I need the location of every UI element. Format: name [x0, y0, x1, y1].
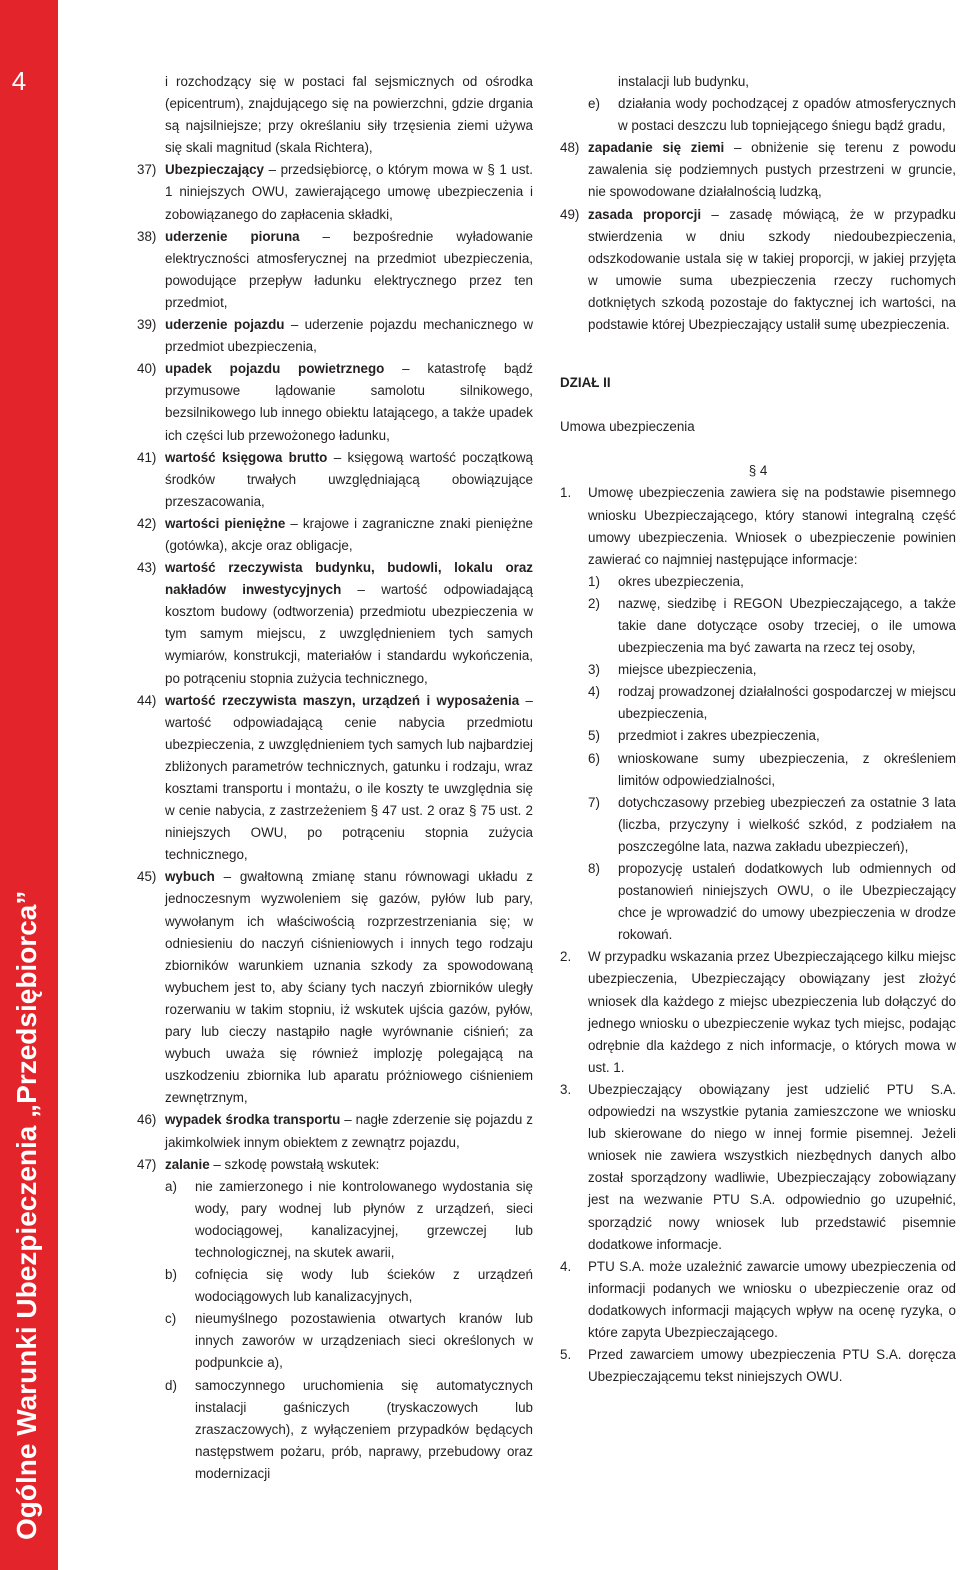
sub-item-text: samoczynnego uruchomienia się automatycznych instalacji gaśniczych (tryskaczowych lub zraszaczowych), z wyłączeniem przypadków będących następstwem pożaru, prób, naprawy, przebudowy oraz modernizacji	[195, 1377, 533, 1481]
definition-item	[137, 1154, 533, 1176]
definition-term: wartości pieniężne	[165, 515, 286, 531]
document-title-vertical: Ogólne Warunki Ubezpieczenia „Przedsiębiorca”	[11, 890, 42, 1540]
list-item-number: 3)	[588, 662, 600, 678]
paragraph-number: 1.	[560, 485, 572, 501]
numbered-paragraph	[560, 482, 956, 570]
definition-term: upadek pojazdu powietrznego	[165, 361, 385, 377]
sub-item-letter: a)	[165, 1178, 177, 1194]
definition-text: – wartość odpowiadającą cenie nabycia przedmiotu ubezpieczenia, z uwzględnieniem tych samych lub najbardziej zbliżonych parametrów technicznych, gatunku i rodzaju, wraz kosztami transportu i montażu, o ile koszty te uwzględnia się w cenie nabycia, z zastrzeżeniem § 47 ust. 2 oraz § 75 ust. 2 niniejszych OWU, po potrąceniu stopnia zużycia technicznego,	[165, 692, 533, 863]
definition-text: – krajowe i zagraniczne znaki pieniężne (gotówka), akcje oraz obligacje,	[165, 515, 533, 553]
numbered-paragraph	[560, 946, 956, 1079]
paragraph-sign: § 4	[748, 463, 768, 479]
list-item	[588, 725, 956, 747]
right-column	[560, 71, 956, 1388]
list-item-number: 4)	[588, 684, 600, 700]
list-item-number: 8)	[588, 861, 600, 876]
definition-term: uderzenie pojazdu	[165, 317, 285, 333]
definition-text: – gwałtowną zmianę stanu równowagi układu z jednoczesnym wyzwoleniem się gazów, pyłów lub pary, wywołanym ich właściwością rozprzestrzeniania się; w odniesieniu do naczyń ciśnieniowych i innych tego rodzaju zbiorników warunkiem uznania szkody za spowodowaną wybuchem jest to, aby ściany tych naczyń zbiorników uległy rozerwaniu w takim stopniu, iż wskutek ujścia gazów, pyłów, pary lub cieczy nastąpiło nagłe wyrównanie ciśnień; za wybuch uważa się również implozję polegającą na uszkodzeniu zbiornika lub aparatu próżniowego ciśnieniem zewnętrznym,	[165, 869, 533, 1106]
definition-term: wybuch	[165, 869, 215, 885]
list-item-number: 2)	[588, 595, 600, 611]
sub-item-letter: c)	[165, 1311, 177, 1327]
numbered-paragraph	[560, 1256, 956, 1344]
item-number: 49)	[560, 206, 580, 222]
definition-text: – przedsiębiorcę, o którym mowa w § 1 ust. 1 niniejszych OWU, zawierającego umowę ubezpieczenia i zobowiązanego do zapłacenia składki,	[165, 162, 533, 222]
definition-text: – nagłe zderzenie się pojazdu z jakimkolwiek innym obiektem z zewnątrz pojazdu,	[165, 1112, 533, 1150]
paragraph-number: 3.	[560, 1081, 572, 1097]
numbered-paragraph	[560, 1079, 956, 1256]
sub-item	[588, 93, 956, 137]
definition-term: zapadanie się ziemi	[588, 140, 725, 156]
definition-term: Ubezpieczający	[165, 162, 264, 178]
definition-term: zasada proporcji	[588, 206, 702, 222]
paragraph-text: W przypadku wskazania przez Ubezpieczającego kilku miejsc ubezpieczenia, Ubezpieczający obowiązany jest złożyć wniosek dla każdego z miejsc ubezpieczenia lub dołączyć do jednego wniosku o ubezpieczenie wykaz tych miejsc, podając odrębnie dla każdego z nich informacje, o których mowa w ust. 1.	[588, 949, 956, 1075]
list-item	[588, 748, 956, 792]
sub-item-text: nieumyślnego pozostawienia otwartych kranów lub innych zaworów w urządzeniach sieci określonych w podpunkcie a),	[195, 1311, 533, 1371]
list-item-text: rodzaj prowadzonej działalności gospodarczej w miejscu ubezpieczenia,	[618, 684, 956, 722]
item-number: 47)	[137, 1156, 157, 1172]
definition-text: – uderzenie pojazdu mechanicznego w przedmiot ubezpieczenia,	[165, 317, 533, 355]
item-number: 43)	[137, 560, 157, 576]
definition-text: – katastrofę bądź przymusowe lądowanie samolotu silnikowego, bezsilnikowego lub innego obiektu latającego, a także upadek ich części lub przewożonego ładunku,	[165, 361, 533, 443]
list-item-number: 6)	[588, 750, 600, 766]
left-column	[137, 71, 533, 1485]
numbered-paragraph	[560, 1344, 956, 1388]
sub-item	[165, 1375, 533, 1485]
definition-term: wartość rzeczywista maszyn, urządzeń i wyposażenia	[165, 692, 520, 708]
list-item-text: okres ubezpieczenia,	[618, 573, 744, 589]
definition-text: – zasadę mówiącą, że w przypadku stwierdzenia w dniu szkody niedoubezpieczenia, odszkodowanie ustala się w takiej proporcji, w jakiej przyjęta w umowie suma ubezpieczenia rzeczy ruchomych dotkniętych szkodą pozostaje do faktycznej ich wartości, na podstawie której Ubezpieczający ustalił sumę ubezpieczenia.	[588, 206, 956, 333]
definition-item	[137, 159, 533, 225]
page-number: 4	[11, 66, 27, 96]
list-item-text: dotychczasowy przebieg ubezpieczeń za ostatnie 3 lata (liczba, przyczyny i wielkość szkód, z podziałem na poszczególne lata, nazwa zakładu ubezpieczeń),	[618, 794, 956, 854]
sidebar-band	[0, 0, 58, 1570]
list-item	[588, 681, 956, 725]
list-item	[588, 593, 956, 659]
item-number: 41)	[137, 449, 157, 465]
item-number: 44)	[137, 692, 157, 708]
section-title: Umowa ubezpieczenia	[560, 419, 695, 435]
list-item-number: 7)	[588, 794, 600, 810]
item-number: 38)	[137, 228, 157, 244]
definition-term: wypadek środka transportu	[165, 1112, 341, 1128]
definition-text: – bezpośrednie wyładowanie elektryczności atmosferycznej na przedmiot ubezpieczenia, powodujące przepływ ładunku elektrycznego przez ten przedmiot,	[165, 228, 533, 310]
item-number: 46)	[137, 1112, 157, 1128]
definition-text: – szkodę powstałą wskutek:	[209, 1156, 380, 1172]
definition-item	[560, 137, 956, 203]
definition-item	[137, 513, 533, 557]
definition-text: – księgową wartość początkową środków trwałych uwzględniającą obowiązujące przeszacowania,	[165, 449, 533, 509]
list-item-text: propozycję ustaleń dodatkowych lub odmiennych od postanowień niniejszych OWU, o ile Ubezpieczający chce je wprowadzić do umowy ubezpieczenia w drodze rokowań.	[618, 861, 956, 943]
definition-term: zalanie	[165, 1156, 210, 1172]
sub-item-text: cofnięcia się wody lub ścieków z urządzeń wodociągowych lub kanalizacyjnych,	[195, 1267, 533, 1305]
item-number: 37)	[137, 162, 157, 178]
sub-item-text: działania wody pochodzącej z opadów atmosferycznych w postaci deszczu lub topniejącego śniegu bądź gradu,	[618, 96, 956, 134]
definition-text: – obniżenie się terenu z powodu zawalenia się podziemnych pustych przestrzeni w gruncie, nie spowodowane działalnością ludzką,	[588, 140, 956, 200]
definition-item	[137, 314, 533, 358]
list-item-text: nazwę, siedzibę i REGON Ubezpieczającego, a także takie dane dotyczące osoby trzeciej, o ile umowa ubezpieczenia ma być zawarta na rzecz tej osoby,	[618, 595, 956, 656]
list-item	[588, 858, 956, 946]
definition-item	[137, 557, 533, 690]
definition-term: wartość księgowa brutto	[165, 449, 328, 465]
paragraph-text: Umowę ubezpieczenia zawiera się na podstawie pisemnego wniosku Ubezpieczającego, który stanowi integralną część umowy ubezpieczenia. Wniosek o ubezpieczenie powinien zawierać co najmniej następujące informacje:	[588, 485, 956, 567]
section-label: DZIAŁ II	[560, 375, 611, 391]
sub-item-letter: d)	[165, 1377, 177, 1393]
definition-item	[137, 690, 533, 867]
list-item-text: wnioskowane sumy ubezpieczenia, z określeniem limitów odpowiedzialności,	[618, 750, 956, 788]
paragraph-text: Przed zawarciem umowy ubezpieczenia PTU S.A. doręcza Ubezpieczającemu tekst niniejszych OWU.	[588, 1347, 956, 1385]
sub-item	[165, 1308, 533, 1374]
list-item	[588, 571, 956, 593]
list-item-text: miejsce ubezpieczenia,	[618, 662, 757, 678]
paragraph-text: Ubezpieczający obowiązany jest udzielić PTU S.A. odpowiedzi na wszystkie pytania zamieszczone we wniosku lub skierowane do niego w innej formie pisemnej. Jeżeli wniosek nie zawiera wszystkich niezbędnych danych albo został sporządzony wadliwie, Ubezpieczający zobowiązany jest na wezwanie PTU S.A. odpowiednio go uzupełnić, sporządzić nowy wniosek lub przedstawić pisemnie dodatkowe informacje.	[588, 1081, 956, 1252]
list-item-number: 1)	[588, 573, 600, 589]
definition-term: wartość rzeczywista budynku, budowli, lokalu oraz nakładów inwestycyjnych	[165, 560, 533, 598]
list-item-text: przedmiot i zakres ubezpieczenia,	[618, 728, 820, 744]
list-item-number: 5)	[588, 728, 600, 744]
sub-item	[165, 1264, 533, 1308]
sub-item-text: nie zamierzonego i nie kontrolowanego wydostania się wody, pary wodnej lub płynów z urządzeń, sieci wodociągowej, kanalizacyjnej, grzewczej lub technologicznej, na skutek awarii,	[195, 1178, 533, 1260]
definition-text: – wartość odpowiadającą kosztom budowy (odtworzenia) przedmiotu ubezpieczenia w tym samym miejscu, z uwzględnieniem tych samych wymiarów, konstrukcji, materiałów i standardu wykończenia, po potrąceniu stopnia zużycia technicznego,	[165, 582, 533, 686]
item-number: 39)	[137, 317, 157, 333]
item-number: 45)	[137, 869, 157, 885]
list-item	[588, 792, 956, 858]
paragraph-number: 5.	[560, 1347, 572, 1363]
item-number: 48)	[560, 140, 580, 156]
definition-item	[560, 204, 956, 337]
paragraph-number: 2.	[560, 949, 572, 965]
definition-term: uderzenie pioruna	[165, 228, 300, 244]
item-number: 40)	[137, 361, 157, 377]
continued-paragraph: i rozchodzący się w postaci fal sejsmicznych od ośrodka (epicentrum), znajdującego się na powierzchni, gdzie drgania są najsilniejsze; przy określaniu siły trzęsienia ziemi używa się skali magnitud (skala Richtera),	[165, 74, 533, 156]
definition-item	[137, 226, 533, 314]
item-number: 42)	[137, 515, 157, 531]
sub-item-letter: e)	[588, 96, 600, 112]
sub-item	[165, 1176, 533, 1264]
definition-item	[137, 1109, 533, 1153]
sub-item-letter: b)	[165, 1267, 177, 1283]
definition-item	[137, 866, 533, 1109]
paragraph-number: 4.	[560, 1258, 572, 1274]
definition-item	[137, 447, 533, 513]
paragraph-text: PTU S.A. może uzależnić zawarcie umowy ubezpieczenia od informacji podanych we wniosku o ubezpieczenie oraz od dodatkowych informacji mających wpływ na ocenę ryzyka, o które zapyta Ubezpieczającego.	[588, 1258, 956, 1340]
list-item	[588, 659, 956, 681]
definition-item	[137, 358, 533, 446]
continued-sub-item: instalacji lub budynku,	[618, 74, 750, 89]
